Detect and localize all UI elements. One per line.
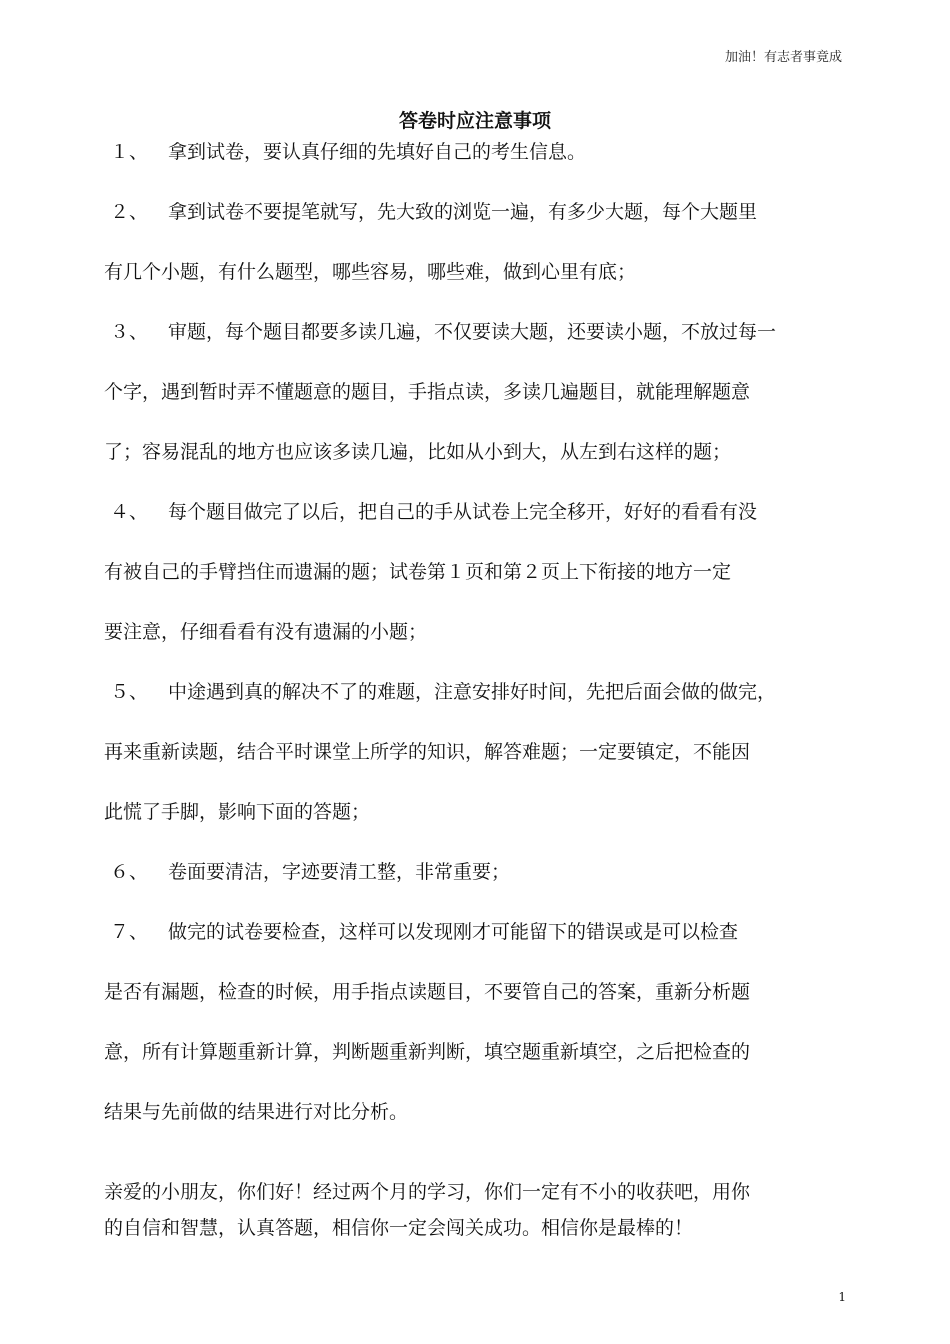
item-1-line-1 (104, 132, 850, 192)
item-4-line-3: 要注意，仔细看看有没有遗漏的小题； (104, 621, 428, 643)
item-number: ２、 (110, 201, 149, 223)
item-7-line-1 (104, 912, 850, 972)
item-number: １、 (110, 141, 149, 163)
item-number: ６、 (110, 861, 149, 883)
item-text: 拿到试卷不要提笔就写，先大致的浏览一遍，有多少大题，每个大题里 (168, 201, 758, 223)
item-number: ４、 (110, 501, 149, 523)
item-5-line-3: 此慌了手脚，影响下面的答题； (104, 801, 371, 823)
item-2-line-1 (104, 192, 850, 252)
item-7-line-2: 是否有漏题，检查的时候，用手指点读题目，不要管自己的答案，重新分析题 (104, 981, 751, 1003)
item-text: 每个题目做完了以后，把自己的手从试卷上完全移开，好好的看看有没 (168, 501, 758, 523)
item-text: 中途遇到真的解决不了的难题，注意安排好时间，先把后面会做的做完， (168, 681, 777, 703)
item-7-line-4: 结果与先前做的结果进行对比分析。 (104, 1101, 409, 1123)
item-text: 做完的试卷要检查，这样可以发现刚才可能留下的错误或是可以检查 (168, 921, 739, 943)
item-6-line-1 (104, 852, 850, 912)
document-body (104, 132, 850, 1246)
item-3-line-1 (104, 312, 850, 372)
item-number: ３、 (110, 321, 149, 343)
item-text: 审题，每个题目都要多读几遍，不仅要读大题，还要读小题，不放过每一 (168, 321, 777, 343)
item-number: ７、 (110, 921, 149, 943)
page-title: 答卷时应注意事项 (398, 110, 551, 132)
page-number: 1 (838, 1290, 846, 1304)
page-header: 加油！有志者事竟成 (724, 50, 842, 65)
item-2-line-2: 有几个小题，有什么题型，哪些容易，哪些难，做到心里有底； (104, 261, 637, 283)
closing-line-1: 亲爱的小朋友，你们好！经过两个月的学习，你们一定有不小的收获吧，用你 (104, 1181, 751, 1203)
paragraph-gap (104, 1152, 850, 1174)
item-text: 拿到试卷，要认真仔细的先填好自己的考生信息。 (168, 141, 587, 163)
item-5-line-2: 再来重新读题，结合平时课堂上所学的知识，解答难题；一定要镇定，不能因 (104, 741, 751, 763)
item-4-line-1 (104, 492, 850, 552)
item-text: 卷面要清洁，字迹要清工整，非常重要； (168, 861, 511, 883)
closing-line-2: 的自信和智慧，认真答题，相信你一定会闯关成功。相信你是最棒的！ (104, 1217, 694, 1239)
item-4-line-2: 有被自己的手臂挡住而遗漏的题；试卷第１页和第２页上下衔接的地方一定 (104, 561, 732, 583)
item-7-line-3: 意，所有计算题重新计算，判断题重新判断，填空题重新填空，之后把检查的 (104, 1041, 751, 1063)
item-3-line-2: 个字，遇到暂时弄不懂题意的题目，手指点读，多读几遍题目，就能理解题意 (104, 381, 751, 403)
item-3-line-3: 了；容易混乱的地方也应该多读几遍，比如从小到大，从左到右这样的题； (104, 441, 732, 463)
item-5-line-1 (104, 672, 850, 732)
item-number: ５、 (110, 681, 149, 703)
